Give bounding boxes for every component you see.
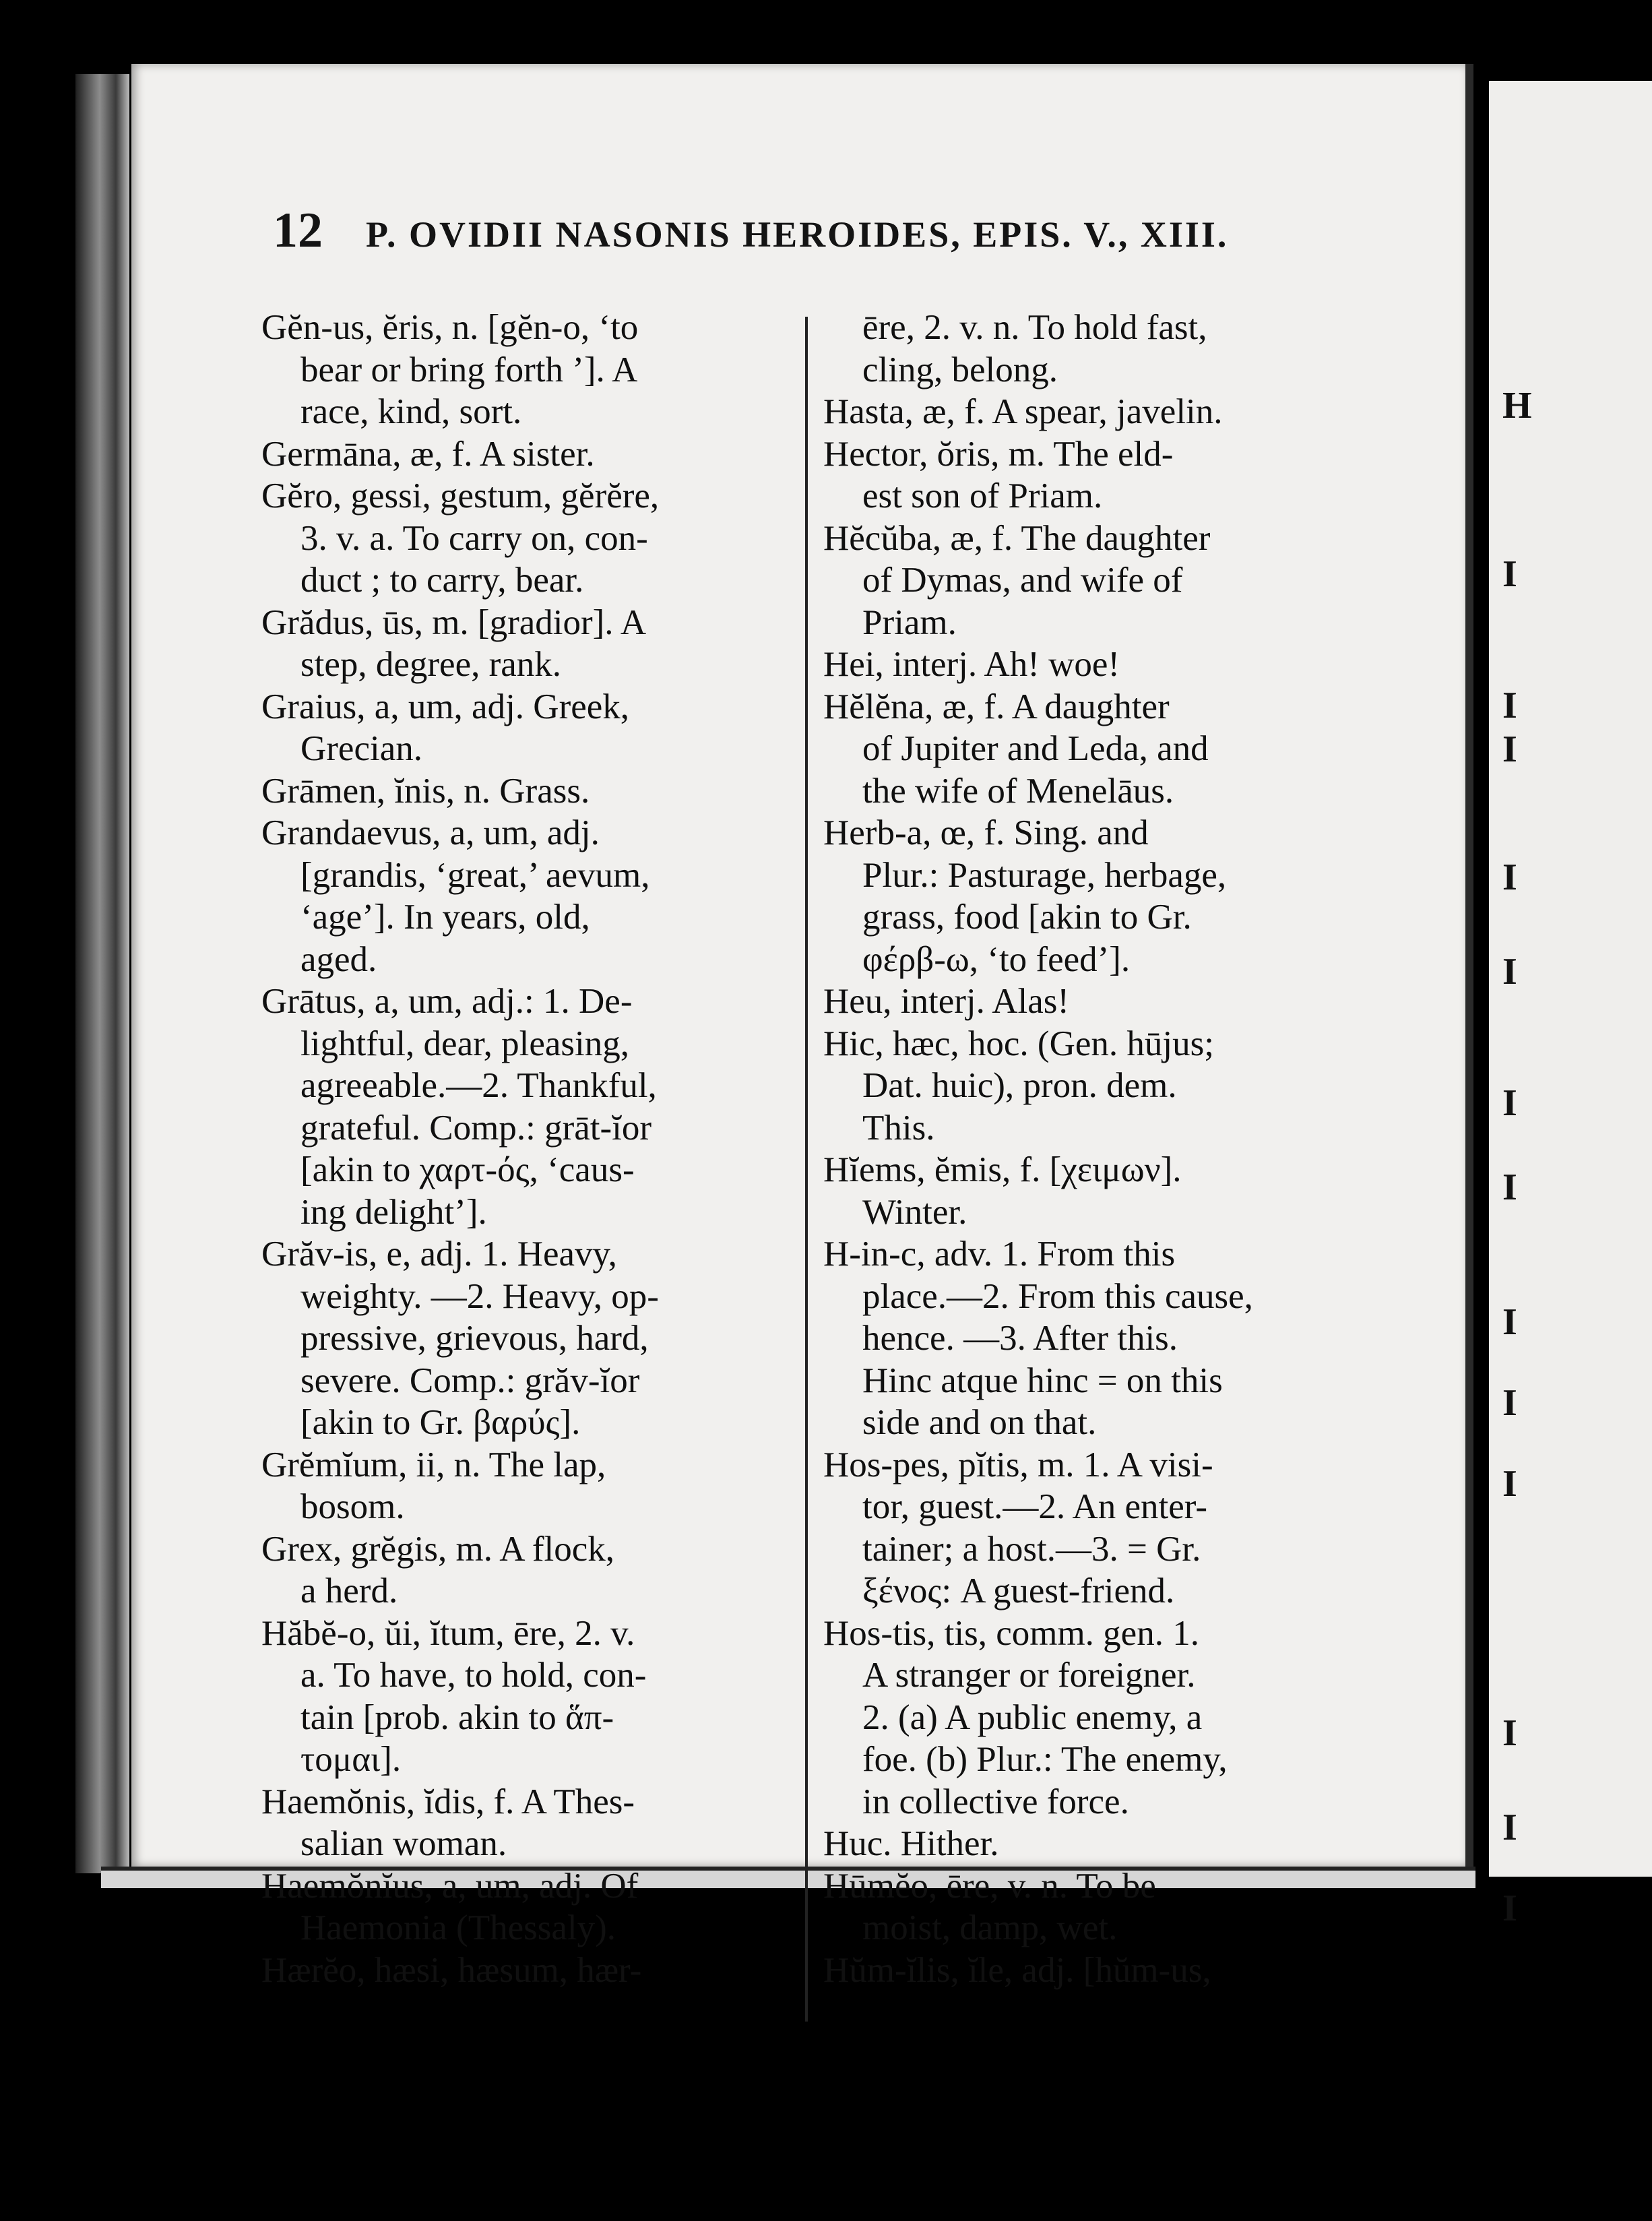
facing-page-letter: I	[1502, 553, 1517, 595]
entry-line: race, kind, sort.	[300, 392, 522, 431]
entry-line: foe. (b) Plur.: The enemy,	[862, 1740, 1228, 1779]
entry-line: Grecian.	[300, 729, 422, 768]
entry-line: Germāna, æ, f. A sister.	[261, 434, 595, 474]
entry-line: of Dymas, and wife of	[862, 561, 1183, 600]
entry-line: Hasta, æ, f. A spear, javelin.	[823, 392, 1223, 431]
entry-line: a. To have, to hold, con-	[300, 1656, 647, 1695]
entry-line: Herb-a, œ, f. Sing. and	[823, 813, 1149, 852]
entry-line: ēre, 2. v. n. To hold fast,	[862, 308, 1207, 347]
entry-line: side and on that.	[862, 1403, 1097, 1442]
page-header	[273, 202, 1228, 256]
left-column	[261, 307, 800, 1991]
entry-line: Heu, interj. Alas!	[823, 982, 1070, 1021]
entry-line: Grădus, ūs, m. [gradior]. A	[261, 602, 647, 642]
entry-line: tainer; a host.—3. = Gr.	[862, 1529, 1201, 1569]
entry-line: φέρβ-ω, ‘to feed’].	[862, 939, 1131, 979]
entry-line: Priam.	[862, 602, 957, 642]
entry-line: Grĕmĭum, ii, n. The lap,	[261, 1445, 606, 1484]
entry-line: Hŭm-ĭlis, ĭle, adj. [hŭm-us,	[823, 1950, 1211, 1990]
entry-line: grateful. Comp.: grāt-ĭor	[300, 1108, 652, 1148]
entry-line: Hăbĕ-o, ŭi, ĭtum, ēre, 2. v.	[261, 1613, 635, 1653]
entry-line: Haemŏnĭus, a, um, adj. Of	[261, 1866, 639, 1906]
entry-line: Grātus, a, um, adj.: 1. De-	[261, 982, 633, 1021]
facing-page-letter: I	[1502, 1807, 1517, 1848]
entry-line: tain [prob. akin to ἅπ-	[300, 1697, 614, 1737]
entry-line: Grāmen, ĭnis, n. Grass.	[261, 771, 590, 811]
entry-line: τομαι].	[300, 1740, 402, 1779]
entry-line: a herd.	[300, 1571, 398, 1610]
entry-line: 2. (a) A public enemy, a	[862, 1697, 1203, 1737]
entry-line: Grăv-is, e, adj. 1. Heavy,	[261, 1234, 617, 1274]
entry-line: Hos-tis, tis, comm. gen. 1.	[823, 1613, 1199, 1653]
entry-line: Hei, interj. Ah! woe!	[823, 645, 1120, 684]
entry-line: Hic, hæc, hoc. (Gen. hūjus;	[823, 1024, 1214, 1063]
entry-line: agreeable.—2. Thankful,	[300, 1066, 657, 1105]
column-divider	[805, 317, 808, 2022]
entry-line: [grandis, ‘great,’ aevum,	[300, 855, 650, 895]
facing-page-letter: I	[1502, 1082, 1517, 1124]
facing-page-letter: H	[1502, 385, 1532, 427]
entry-line: lightful, dear, pleasing,	[300, 1024, 629, 1063]
facing-page-letter: I	[1502, 1382, 1517, 1424]
entry-line: cling, belong.	[862, 350, 1058, 389]
facing-page-letter: I	[1502, 1301, 1517, 1343]
facing-page-letter: I	[1502, 1712, 1517, 1754]
entry-line: Hos-pes, pĭtis, m. 1. A visi-	[823, 1445, 1213, 1484]
entry-line: in collective force.	[862, 1782, 1129, 1821]
entry-line: aged.	[300, 939, 377, 979]
entry-line: bear or bring forth ’]. A	[300, 350, 638, 389]
entry-line: 3. v. a. To carry on, con-	[300, 518, 648, 558]
entry-line: bosom.	[300, 1487, 405, 1526]
entry-line: ‘age’]. In years, old,	[300, 898, 590, 937]
entry-line: of Jupiter and Leda, and	[862, 729, 1209, 768]
entry-line: Dat. huic), pron. dem.	[862, 1066, 1177, 1105]
entry-line: Huc. Hither.	[823, 1824, 999, 1863]
facing-page-letter: I	[1502, 728, 1517, 770]
facing-page-letter: I	[1502, 1463, 1517, 1505]
entry-line: weighty. —2. Heavy, op-	[300, 1276, 659, 1316]
entry-line: Graius, a, um, adj. Greek,	[261, 687, 630, 726]
entry-line: tor, guest.—2. An enter-	[862, 1487, 1207, 1526]
entry-line: duct ; to carry, bear.	[300, 561, 584, 600]
entry-line: moist, damp, wet.	[862, 1908, 1118, 1947]
entry-line: Plur.: Pasturage, herbage,	[862, 855, 1227, 895]
facing-page-edge	[1489, 81, 1652, 1929]
entry-line: est son of Priam.	[862, 476, 1103, 515]
entry-line: Hĕlĕna, æ, f. A daughter	[823, 687, 1170, 726]
entry-line: Gĕro, gessi, gestum, gĕrĕre,	[261, 476, 660, 515]
facing-page-letter: I	[1502, 1166, 1517, 1208]
entry-line: step, degree, rank.	[300, 645, 562, 684]
running-title: P. OVIDII NASONIS HEROIDES, EPIS. V., XIII.	[366, 214, 1229, 255]
entry-line: pressive, grievous, hard,	[300, 1319, 649, 1358]
entry-line: Hærĕo, hæsi, hæsum, hær-	[261, 1950, 642, 1990]
entry-line: A stranger or foreigner.	[862, 1656, 1196, 1695]
entry-line: severe. Comp.: grăv-ĭor	[300, 1360, 640, 1400]
entry-line: This.	[862, 1108, 935, 1148]
page-number: 12	[273, 203, 323, 258]
entry-line: grass, food [akin to Gr.	[862, 898, 1192, 937]
entry-line: Hĭems, ĕmis, f. [χειμων].	[823, 1150, 1182, 1189]
entry-line: H-in-c, adv. 1. From this	[823, 1234, 1176, 1274]
entry-line: ξένος: A guest-friend.	[862, 1571, 1175, 1610]
book-spine	[75, 74, 129, 1873]
entry-line: Hector, ŏris, m. The eld-	[823, 434, 1174, 474]
entry-line: Hūmĕo, ēre, v. n. To be	[823, 1866, 1156, 1906]
entry-line: Haemŏnis, ĭdis, f. A Thes-	[261, 1782, 635, 1821]
entry-line: Hĕcŭba, æ, f. The daughter	[823, 518, 1211, 558]
facing-page-letter: I	[1502, 685, 1517, 726]
entry-line: [akin to Gr. βαρύς].	[300, 1403, 581, 1442]
entry-line: hence. —3. After this.	[862, 1319, 1178, 1358]
entry-line: Gĕn-us, ĕris, n. [gĕn-o, ‘to	[261, 308, 639, 347]
entry-line: the wife of Menelāus.	[862, 771, 1174, 811]
entry-line: Winter.	[862, 1192, 967, 1232]
entry-line: [akin to χαρτ-ός, ‘caus-	[300, 1150, 635, 1189]
entry-line: salian woman.	[300, 1824, 507, 1863]
entry-line: Grex, grĕgis, m. A flock,	[261, 1529, 615, 1569]
facing-page-letter: I	[1502, 1887, 1517, 1929]
entry-line: Grandaevus, a, um, adj.	[261, 813, 600, 852]
right-column	[823, 307, 1356, 1991]
facing-page-letter: I	[1502, 951, 1517, 993]
entry-line: Haemonia (Thessaly).	[300, 1908, 616, 1947]
facing-page-letter: I	[1502, 856, 1517, 898]
entry-line: Hinc atque hinc = on this	[862, 1360, 1223, 1400]
entry-line: place.—2. From this cause,	[862, 1276, 1253, 1316]
entry-line: ing delight’].	[300, 1192, 487, 1232]
